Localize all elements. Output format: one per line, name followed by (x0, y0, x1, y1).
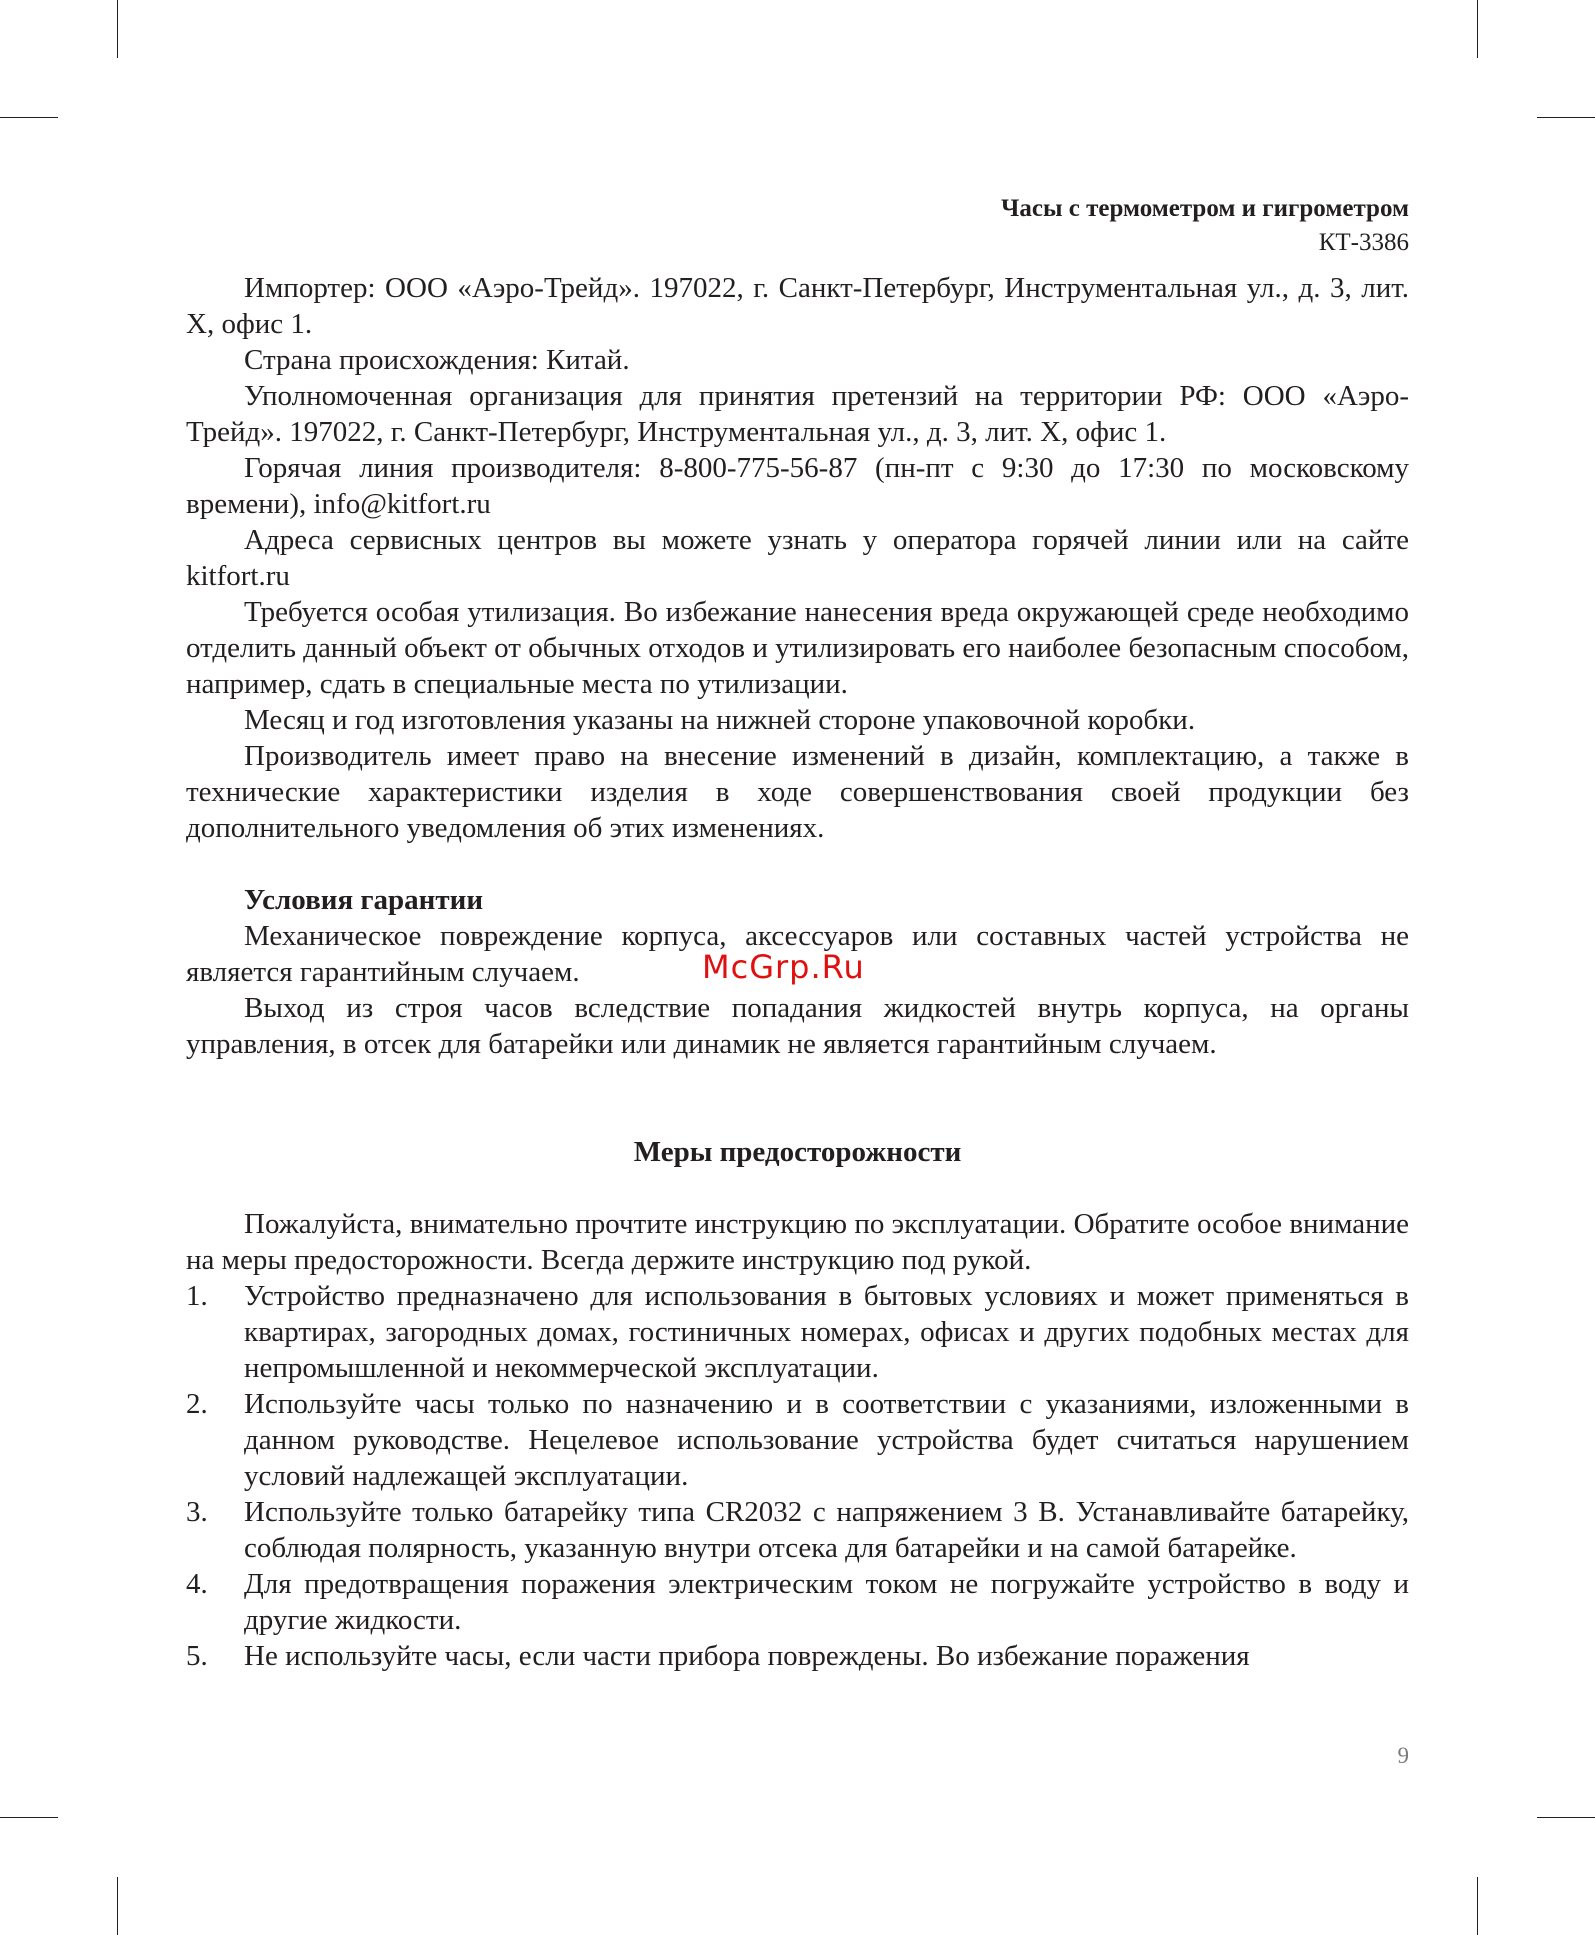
list-item (186, 1566, 1409, 1638)
list-item-number: 3. (186, 1496, 208, 1528)
model-number: КТ-3386 (1318, 229, 1409, 256)
page-header (1001, 192, 1409, 260)
precautions-list (186, 1278, 1409, 1674)
crop-mark-left-bottom (0, 1817, 58, 1818)
list-item-number: 4. (186, 1568, 208, 1600)
warranty-heading: Условия гарантии (244, 884, 484, 916)
importer-paragraph: Импортер: ООО «Аэро-Трейд». 197022, г. Санкт-Петербург, Инструментальная ул., д. 3, лит. Х, офис 1. (186, 272, 1409, 340)
hotline-paragraph: Горячая линия производителя: 8-800-775-56-87 (пн-пт с 9:30 до 17:30 по московскому времени), info@kitfort.ru (186, 452, 1409, 520)
origin-paragraph: Страна происхождения: Китай. (244, 344, 630, 376)
list-item-number: 5. (186, 1640, 208, 1672)
warranty-paragraph: Выход из строя часов вследствие попадания жидкостей внутрь корпуса, на органы управления, в отсек для батарейки или динамик не является гарантийным случаем. (186, 992, 1409, 1060)
precautions-intro: Пожалуйста, внимательно прочтите инструкцию по эксплуатации. Обратите особое внимание на меры предосторожности. Всегда держите инструкцию под рукой. (186, 1208, 1409, 1276)
watermark: McGrp.Ru (702, 948, 865, 986)
list-item-text: Используйте только батарейку типа CR2032 с напряжением 3 В. Устанавливайте батарейку, соблюдая полярность, указанную внутри отсека для батарейки и на самой батарейке. (244, 1496, 1409, 1564)
list-item (186, 1638, 1409, 1674)
document-title: Часы с термометром и гигрометром (1001, 195, 1409, 222)
list-item-number: 1. (186, 1280, 208, 1312)
list-item-text: Не используйте часы, если части прибора повреждены. Во избежание поражения (244, 1640, 1250, 1672)
precautions-heading: Меры предосторожности (633, 1136, 962, 1168)
list-item-text: Устройство предназначено для использования в бытовых условиях и может применяться в квартирах, загородных домах, гостиничных номерах, офисах и других подобных местах для непромышленной и некоммерческой эксплуатации. (244, 1280, 1409, 1384)
crop-mark-left-top (0, 117, 58, 118)
claims-organization-paragraph: Уполномоченная организация для принятия претензий на территории РФ: ООО «Аэро-Трейд». 197022, г. Санкт-Петербург, Инструментальная ул., д. 3, лит. Х, офис 1. (186, 380, 1409, 448)
page-number: 9 (1397, 1743, 1409, 1768)
crop-mark-right-top (1537, 117, 1595, 118)
manufacture-date-paragraph: Месяц и год изготовления указаны на нижней стороне упаковочной коробки. (244, 704, 1196, 736)
list-item (186, 1494, 1409, 1566)
list-item-text: Используйте часы только по назначению и в соответствии с указаниями, изложенными в данном руководстве. Нецелевое использование устройства будет считаться нарушением условий надлежащей эксплуатации. (244, 1388, 1409, 1492)
list-item-text: Для предотвращения поражения электрическим током не погружайте устройство в воду и другие жидкости. (244, 1568, 1409, 1636)
changes-paragraph: Производитель имеет право на внесение изменений в дизайн, комплектацию, а также в технические характеристики изделия в ходе совершенствования своей продукции без дополнительного уведомления об этих изменениях. (186, 740, 1409, 844)
crop-mark-bottom-left (117, 1877, 118, 1935)
crop-mark-right-bottom (1537, 1817, 1595, 1818)
warranty-paragraph: Механическое повреждение корпуса, аксессуаров или составных частей устройства не является гарантийным случаем. (186, 920, 1409, 988)
crop-mark-bottom-right (1477, 1877, 1478, 1935)
list-item (186, 1386, 1409, 1494)
crop-mark-top-left (117, 0, 118, 58)
service-centers-paragraph: Адреса сервисных центров вы можете узнать у оператора горячей линии или на сайте kitfort.ru (186, 524, 1409, 592)
crop-mark-top-right (1477, 0, 1478, 58)
disposal-paragraph: Требуется особая утилизация. Во избежание нанесения вреда окружающей среде необходимо отделить данный объект от обычных отходов и утилизировать его наиболее безопасным способом, например, сдать в специальные места по утилизации. (186, 596, 1409, 700)
list-item-number: 2. (186, 1388, 208, 1420)
list-item (186, 1278, 1409, 1386)
